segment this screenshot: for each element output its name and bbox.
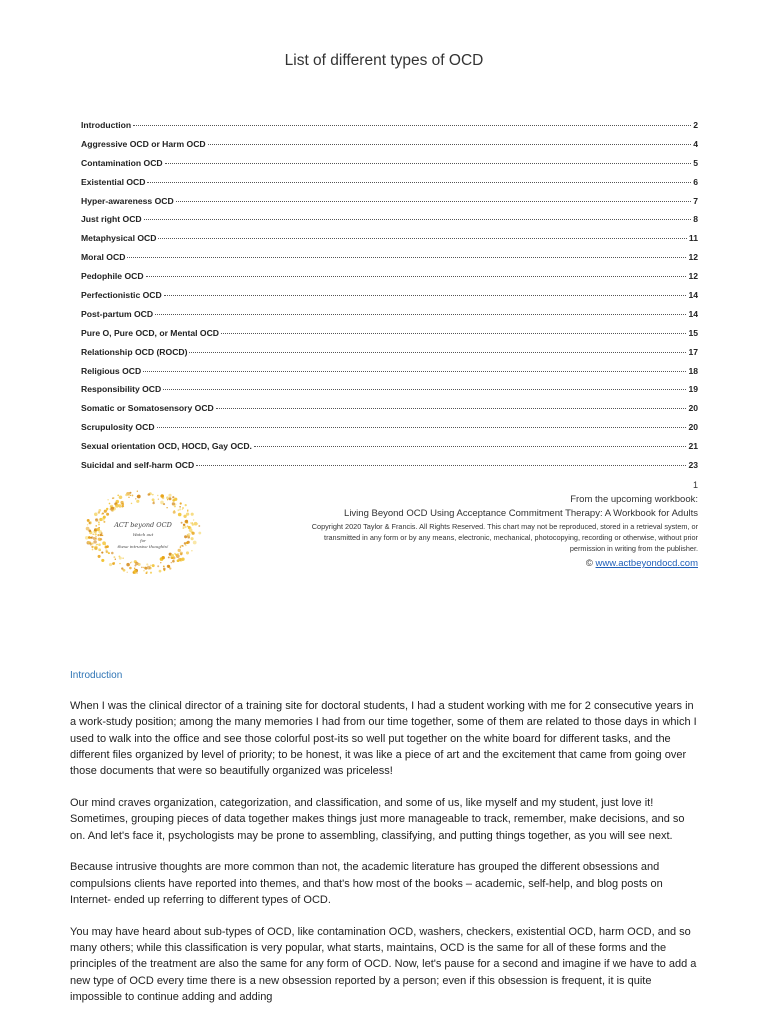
logo-line: for bbox=[140, 538, 146, 543]
logo-dot bbox=[101, 559, 104, 562]
logo-dot bbox=[178, 549, 181, 552]
logo-dot bbox=[179, 508, 181, 510]
logo-dot bbox=[131, 503, 133, 505]
logo-dot bbox=[174, 553, 176, 555]
toc-entry-page: 15 bbox=[688, 327, 698, 338]
logo-dot bbox=[117, 494, 119, 496]
toc-dot-leader bbox=[133, 124, 691, 126]
logo-dot bbox=[167, 565, 170, 568]
logo-line: these intrusive thoughts! bbox=[117, 544, 169, 549]
toc-entry[interactable] bbox=[81, 441, 698, 460]
logo-dot bbox=[101, 513, 102, 514]
toc-entry-label: Pure O, Pure OCD, or Mental OCD bbox=[81, 327, 219, 338]
toc-dot-leader bbox=[127, 256, 686, 258]
toc-entry-page: 8 bbox=[693, 214, 698, 225]
toc-entry-label: Metaphysical OCD bbox=[81, 233, 157, 244]
logo-dot bbox=[191, 550, 192, 551]
toc-dot-leader bbox=[158, 237, 686, 239]
toc-entry-page: 20 bbox=[688, 403, 698, 414]
toc-entry-page: 19 bbox=[688, 384, 698, 395]
credit-intro: From the upcoming workbook: bbox=[570, 494, 698, 505]
logo-dot bbox=[119, 496, 123, 500]
body-paragraph: You may have heard about sub-types of OCD, like contamination OCD, washers, checkers, existential OCD, harm OCD, and so many others; while this classification is very popular, what starts, maintains, OCD is the same for all of these forms and the principles of the treatment are also the same for any form of OCD. Now, let's pause for a second and imagine if we have to add a new type of OCD every time there is a new obsession reported by a person; even if this obsession is frequent, it is quite impossible to continue adding and adding bbox=[70, 925, 697, 1003]
logo-dot bbox=[160, 494, 164, 498]
logo-dot bbox=[148, 493, 151, 496]
toc-entry-page: 20 bbox=[688, 422, 698, 433]
toc-dot-leader bbox=[208, 143, 692, 145]
toc-dot-leader bbox=[254, 445, 686, 447]
toc-entry-page: 7 bbox=[693, 195, 698, 206]
logo-dot bbox=[98, 509, 101, 512]
logo-dot bbox=[111, 507, 114, 510]
logo-dot bbox=[186, 551, 189, 554]
logo-dot bbox=[146, 563, 148, 565]
toc-entry[interactable] bbox=[81, 422, 698, 441]
logo-dot bbox=[119, 563, 120, 564]
logo-dot bbox=[137, 495, 141, 499]
logo-dot bbox=[152, 494, 154, 496]
logo-dot bbox=[172, 496, 174, 498]
toc-entry-label: Responsibility OCD bbox=[81, 384, 162, 395]
toc-entry-page: 21 bbox=[688, 441, 698, 452]
logo-dot bbox=[172, 502, 175, 505]
logo-dot bbox=[152, 564, 155, 567]
website-line bbox=[210, 556, 698, 571]
logo-dot bbox=[129, 567, 132, 570]
workbook-credit bbox=[210, 493, 698, 571]
section-heading-introduction: Introduction bbox=[70, 670, 123, 681]
toc-entry[interactable] bbox=[81, 252, 698, 271]
toc-entry-label: Post-partum OCD bbox=[81, 308, 154, 319]
logo-dot bbox=[147, 566, 151, 570]
logo-dot bbox=[187, 510, 189, 512]
toc-entry-label: Perfectionistic OCD bbox=[81, 290, 162, 301]
toc-entry[interactable] bbox=[81, 403, 698, 422]
toc-entry[interactable] bbox=[81, 460, 698, 479]
toc-dot-leader bbox=[196, 464, 686, 466]
toc-entry-page: 2 bbox=[693, 120, 698, 130]
toc-dot-leader bbox=[157, 426, 687, 428]
logo-dot bbox=[136, 572, 137, 573]
toc-entry[interactable] bbox=[81, 384, 698, 403]
logo-dot bbox=[122, 558, 123, 559]
logo-dot bbox=[174, 510, 175, 511]
logo-dot bbox=[106, 550, 109, 553]
logo-dot bbox=[121, 505, 123, 507]
logo-dot bbox=[141, 567, 142, 568]
logo-dot bbox=[167, 499, 168, 500]
toc-entry-page: 11 bbox=[688, 233, 698, 244]
toc-dot-leader bbox=[146, 275, 687, 277]
toc-entry-page: 23 bbox=[688, 460, 698, 471]
logo-dot bbox=[166, 496, 169, 499]
logo-dot bbox=[150, 572, 152, 574]
toc-dot-leader bbox=[189, 351, 686, 353]
toc-entry[interactable] bbox=[81, 214, 698, 233]
logo-dot bbox=[106, 508, 108, 510]
body-paragraph: When I was the clinical director of a training site for doctoral students, I had a student working with me for 2 consecutive years in a work-study position; among the many memories I had from our time together, some of them are related to those days in which I used to walk into the office and see those colorful post-its so well put together on the white board for different tasks, and the different files organized by level of priority; to be honest, it was like a piece of art and the excitement that came from going over those documents that were so beautifully organized was priceless! bbox=[70, 700, 697, 778]
logo-dot bbox=[163, 566, 165, 568]
toc-entry-label: Existential OCD bbox=[81, 176, 146, 187]
logo-dot bbox=[131, 494, 133, 496]
logo-dot bbox=[94, 513, 98, 517]
logo-dot bbox=[160, 562, 161, 563]
logo-dot bbox=[182, 507, 184, 509]
toc-entry[interactable] bbox=[81, 290, 698, 309]
toc-entry-page: 12 bbox=[688, 252, 698, 263]
logo-dot bbox=[119, 507, 120, 508]
toc-entry-label: Pedophile OCD bbox=[81, 271, 144, 282]
toc-dot-leader bbox=[165, 162, 692, 164]
toc-entry-page: 12 bbox=[688, 271, 698, 282]
toc-entry[interactable] bbox=[81, 158, 698, 177]
toc-entry[interactable] bbox=[81, 139, 698, 158]
logo-dot bbox=[135, 498, 136, 499]
toc-entry[interactable] bbox=[81, 120, 698, 139]
logo-dot bbox=[109, 503, 111, 505]
workbook-title: Living Beyond OCD Using Acceptance Commitment Therapy: A Workbook for Adults bbox=[344, 508, 698, 519]
logo-dot bbox=[172, 560, 175, 563]
logo-dot bbox=[168, 556, 170, 558]
toc-entry-label: Suicidal and self-harm OCD bbox=[81, 460, 195, 471]
logo-dot bbox=[121, 567, 123, 569]
toc-entry-label: Somatic or Somatosensory OCD bbox=[81, 403, 214, 414]
logo-dot bbox=[130, 562, 131, 563]
logo-dot bbox=[113, 556, 115, 558]
logo-dot bbox=[136, 500, 139, 503]
toc-entry[interactable] bbox=[81, 309, 698, 328]
toc-entry-page: 14 bbox=[688, 290, 698, 301]
logo-dot bbox=[99, 549, 101, 551]
logo-dot bbox=[111, 510, 112, 511]
logo-line: Watch out bbox=[132, 532, 154, 537]
copyright-line: transmitted in any form or by any means, electronic, mechanical, photocopying, recording or otherwise, without prior bbox=[324, 533, 698, 542]
logo-dot bbox=[169, 497, 172, 500]
toc-entry-page: 6 bbox=[693, 176, 698, 187]
logo-dot bbox=[157, 565, 159, 567]
copyright-line: Copyright 2020 Taylor & Francis. All Rights Reserved. This chart may not be reproduced, stored in a retrieval system, or bbox=[311, 522, 698, 531]
logo-dot bbox=[152, 498, 155, 501]
logo-dot bbox=[185, 504, 187, 506]
toc-entry[interactable] bbox=[81, 177, 698, 196]
toc-dot-leader bbox=[176, 200, 692, 202]
logo-dot bbox=[135, 562, 138, 565]
copyright-symbol: © bbox=[585, 558, 596, 569]
page-number: 1 bbox=[692, 480, 698, 490]
website-link[interactable]: www.actbeyondocd.com bbox=[595, 558, 698, 569]
logo-dot bbox=[106, 513, 109, 516]
logo-dot bbox=[101, 552, 103, 554]
logo-dot bbox=[143, 567, 144, 568]
toc-entry-label: Introduction bbox=[81, 120, 132, 130]
toc-entry-page: 17 bbox=[688, 346, 698, 357]
toc-entry-label: Aggressive OCD or Harm OCD bbox=[81, 138, 206, 149]
logo-dot bbox=[103, 516, 106, 519]
logo-dot bbox=[112, 562, 115, 565]
logo-dot bbox=[162, 556, 165, 559]
introduction-body bbox=[70, 698, 702, 1021]
toc-entry-label: Contamination OCD bbox=[81, 157, 163, 168]
toc-entry-label: Hyper-awareness OCD bbox=[81, 195, 174, 206]
logo-dot bbox=[191, 513, 194, 516]
logo-dot bbox=[158, 498, 159, 499]
toc-entry-label: Religious OCD bbox=[81, 365, 142, 376]
toc-entry[interactable] bbox=[81, 328, 698, 347]
logo-dot bbox=[180, 502, 182, 504]
act-beyond-ocd-logo bbox=[82, 487, 204, 577]
logo-dot bbox=[145, 572, 147, 574]
logo-dot bbox=[125, 494, 127, 496]
toc-dot-leader bbox=[164, 294, 687, 296]
toc-entry-label: Relationship OCD (ROCD) bbox=[81, 346, 188, 357]
logo-dot bbox=[181, 558, 184, 561]
logo-title: ACT beyond OCD bbox=[114, 521, 172, 529]
logo-dot bbox=[152, 502, 154, 504]
logo-dot bbox=[186, 512, 189, 515]
logo-dot bbox=[137, 491, 138, 492]
logo-dot bbox=[118, 555, 120, 557]
logo-dot bbox=[120, 501, 123, 504]
logo-dot bbox=[159, 570, 162, 573]
logo-dot bbox=[178, 513, 182, 517]
toc-entry[interactable] bbox=[81, 347, 698, 366]
logo-dot bbox=[111, 552, 114, 555]
table-of-contents bbox=[81, 120, 698, 479]
toc-dot-leader bbox=[147, 181, 691, 183]
logo-dot bbox=[144, 567, 147, 570]
toc-dot-leader bbox=[144, 218, 692, 220]
logo-dot bbox=[128, 497, 129, 498]
logo-dot bbox=[179, 506, 181, 508]
toc-entry-label: Moral OCD bbox=[81, 252, 126, 263]
logo-dot bbox=[177, 553, 178, 554]
toc-entry-label: Sexual orientation OCD, HOCD, Gay OCD. bbox=[81, 441, 252, 452]
logo-dot bbox=[127, 572, 128, 573]
logo-dot bbox=[160, 501, 164, 505]
toc-entry-page: 5 bbox=[693, 157, 698, 168]
logo-dot bbox=[143, 570, 144, 571]
logo-dot bbox=[134, 569, 137, 572]
logo-dot bbox=[130, 495, 131, 496]
logo-dot bbox=[115, 504, 119, 508]
logo-dot bbox=[134, 568, 136, 570]
toc-entry-page: 4 bbox=[693, 138, 698, 149]
logo-dot bbox=[171, 562, 172, 563]
toc-dot-leader bbox=[143, 370, 686, 372]
body-paragraph: Because intrusive thoughts are more common than not, the academic literature has grouped the different obsessions and compulsions clients have reported into themes, and that's how most of the books – academic, self-help, and blog posts on Internet- ended up referring to different types of OCD. bbox=[70, 861, 663, 906]
logo-dot bbox=[157, 495, 158, 496]
toc-dot-leader bbox=[216, 407, 687, 409]
logo-dot bbox=[126, 563, 130, 567]
logo-dot bbox=[174, 498, 177, 501]
logo-dot bbox=[115, 559, 116, 560]
toc-entry-page: 18 bbox=[688, 365, 698, 376]
logo-dot bbox=[183, 515, 186, 518]
logo-dot bbox=[108, 552, 110, 554]
logo-dot bbox=[168, 494, 171, 497]
logo-dot bbox=[171, 554, 174, 557]
toc-dot-leader bbox=[155, 313, 686, 315]
logo-dot bbox=[174, 505, 176, 507]
toc-entry[interactable] bbox=[81, 196, 698, 215]
logo-dot bbox=[107, 499, 108, 500]
logo-dot bbox=[150, 565, 152, 567]
toc-entry[interactable] bbox=[81, 271, 698, 290]
toc-entry-label: Scrupulosity OCD bbox=[81, 422, 155, 433]
logo-dot bbox=[177, 559, 180, 562]
logo-dot bbox=[112, 497, 114, 499]
page-title: List of different types of OCD bbox=[284, 52, 484, 69]
logo-dot bbox=[98, 555, 101, 558]
toc-dot-leader bbox=[163, 388, 686, 390]
toc-entry[interactable] bbox=[81, 366, 698, 385]
toc-entry-label: Just right OCD bbox=[81, 214, 142, 225]
logo-dot bbox=[109, 563, 112, 566]
toc-entry-page: 14 bbox=[688, 308, 698, 319]
toc-entry[interactable] bbox=[81, 233, 698, 252]
logo-dot bbox=[166, 507, 167, 508]
toc-dot-leader bbox=[221, 332, 686, 334]
copyright-line: permission in writing from the publisher. bbox=[569, 544, 698, 553]
logo-dot bbox=[163, 568, 166, 571]
logo-dot bbox=[180, 552, 183, 555]
body-paragraph: Our mind craves organization, categorization, and classification, and some of us, like myself and my student, just love it! Sometimes, grouping pieces of data together makes things just more manageable to track, remember, make decisions, and so on. And let's face it, psychologists may be prone to assembling, classifying, and putting things together, as you will see next. bbox=[70, 796, 685, 842]
